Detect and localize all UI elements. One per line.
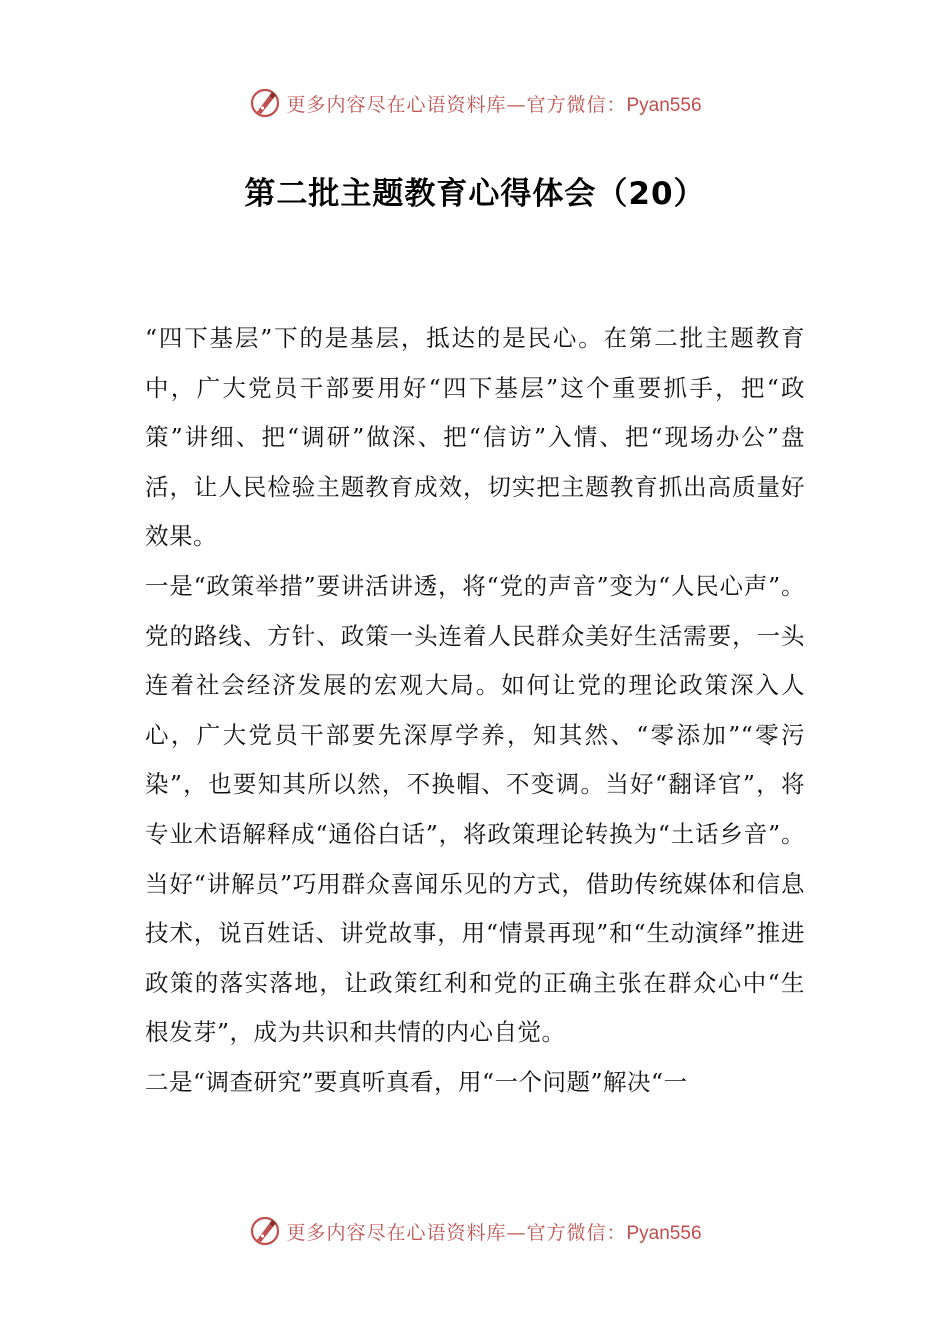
paragraph-point-one: 一是“政策举措”要讲活讲透，将“党的声音”变为“人民心声”。党的路线、方针、政策一头连着人民群众美好生活需要，一头连着社会经济发展的宏观大局。如何让党的理论政策深入人心，广大党员干部要先深厚学养，知其然、“零添加”“零污染”，也要知其所以然，不换帽、不变调。当好“翻译官”，将专业术语解释成“通俗白话”，将政策理论转换为“土话乡音”。当好“讲解员”巧用群众喜闻乐见的方式，借助传统媒体和信息技术，说百姓话、讲党故事，用“情景再现”和“生动演绎”推进政策的落实落地，让政策红利和党的正确主张在群众心中“生根发芽”，成为共识和共情的内心自觉。 — [145, 571, 805, 1047]
header-watermark-banner — [0, 83, 950, 123]
banner-wechat-id: Pyan556 — [626, 94, 702, 116]
paragraph-intro: “四下基层”下的是基层，抵达的是民心。在第二批主题教育中，广大党员干部要用好“四下基层”这个重要抓手，把“政策”讲细、把“调研”做深、把“信访”入情、把“现场办公”盘活，让人民检验主题教育成效，切实把主题教育抓出高质量好效果。 — [145, 324, 805, 551]
pen-nib-icon — [248, 1214, 282, 1248]
pen-nib-icon — [248, 86, 282, 120]
footer-watermark-banner — [0, 1211, 950, 1251]
paragraph-point-two: 二是“调查研究”要真听真看，用“一个问题”解决“一 — [145, 1067, 688, 1096]
banner-text: 更多内容尽在心语资料库—官方微信： — [286, 1221, 627, 1244]
banner-text: 更多内容尽在心语资料库—官方微信： — [286, 93, 627, 116]
document-title: 第二批主题教育心得体会（20） — [244, 176, 706, 212]
document-body — [145, 314, 805, 1108]
banner-wechat-id: Pyan556 — [626, 1222, 702, 1244]
